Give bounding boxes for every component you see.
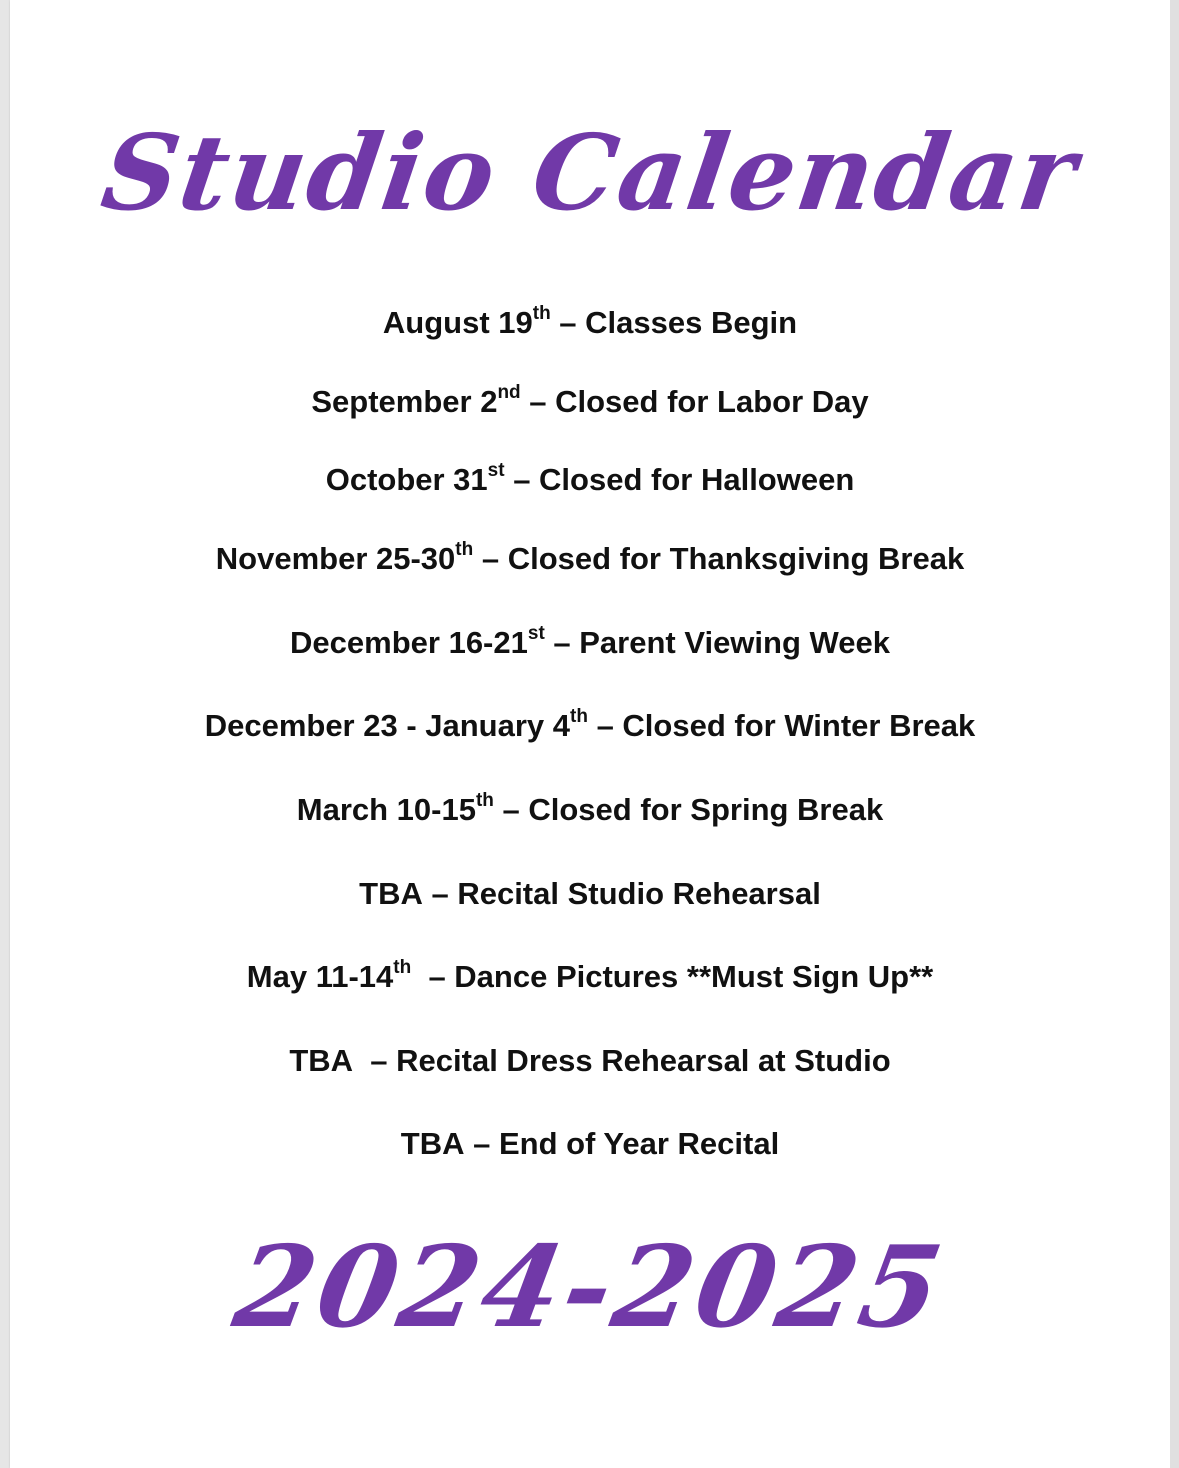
page-title: Studio Calendar [94, 111, 1086, 234]
event-date-suffix: nd [497, 381, 521, 403]
event-date: August 19 [382, 305, 533, 340]
event-item [10, 303, 1170, 343]
event-item [10, 539, 1170, 579]
event-date: November 25-30 [215, 541, 456, 576]
event-description: – Closed for Spring Break [493, 792, 884, 827]
event-date: TBA [359, 876, 423, 911]
event-date: December 16-21 [290, 625, 528, 660]
event-description: – End of Year Recital [464, 1126, 780, 1161]
event-item [10, 1041, 1170, 1081]
event-item [10, 790, 1170, 830]
calendar-page [10, 0, 1170, 1468]
event-description: – Parent Viewing Week [544, 625, 890, 660]
page-edge-shadow [1170, 0, 1179, 1468]
event-date: March 10-15 [296, 792, 476, 827]
event-description: – Closed for Halloween [504, 462, 855, 497]
event-item [10, 874, 1170, 914]
event-description: – Closed for Thanksgiving Break [473, 541, 965, 576]
event-date-suffix: st [487, 459, 505, 481]
event-item [10, 957, 1170, 997]
event-description: – Classes Begin [550, 305, 798, 340]
event-item [10, 1124, 1170, 1164]
event-date-suffix: th [475, 789, 494, 811]
event-date: TBA [289, 1043, 354, 1078]
event-item [10, 706, 1170, 746]
event-item [10, 623, 1170, 663]
event-description: – Dance Pictures **Must Sign Up** [411, 959, 934, 994]
event-item [10, 382, 1170, 422]
event-date: October 31 [325, 462, 488, 497]
season-year: 2024-2025 [225, 1222, 955, 1353]
event-date: September 2 [311, 384, 498, 419]
event-date: December 23 - January 4 [204, 708, 571, 743]
event-date-suffix: th [393, 956, 412, 978]
event-description: – Closed for Winter Break [587, 708, 976, 743]
event-item [10, 460, 1170, 500]
event-date-suffix: th [570, 705, 588, 727]
event-date-suffix: st [527, 622, 545, 644]
event-description: – Recital Studio Rehearsal [422, 876, 821, 911]
event-date-suffix: th [532, 302, 551, 324]
event-description: – Recital Dress Rehearsal at Studio [353, 1043, 891, 1078]
event-description: – Closed for Labor Day [520, 384, 869, 419]
event-date: May 11-14 [246, 959, 394, 994]
event-date-suffix: th [455, 538, 474, 560]
event-date: TBA [400, 1126, 465, 1161]
